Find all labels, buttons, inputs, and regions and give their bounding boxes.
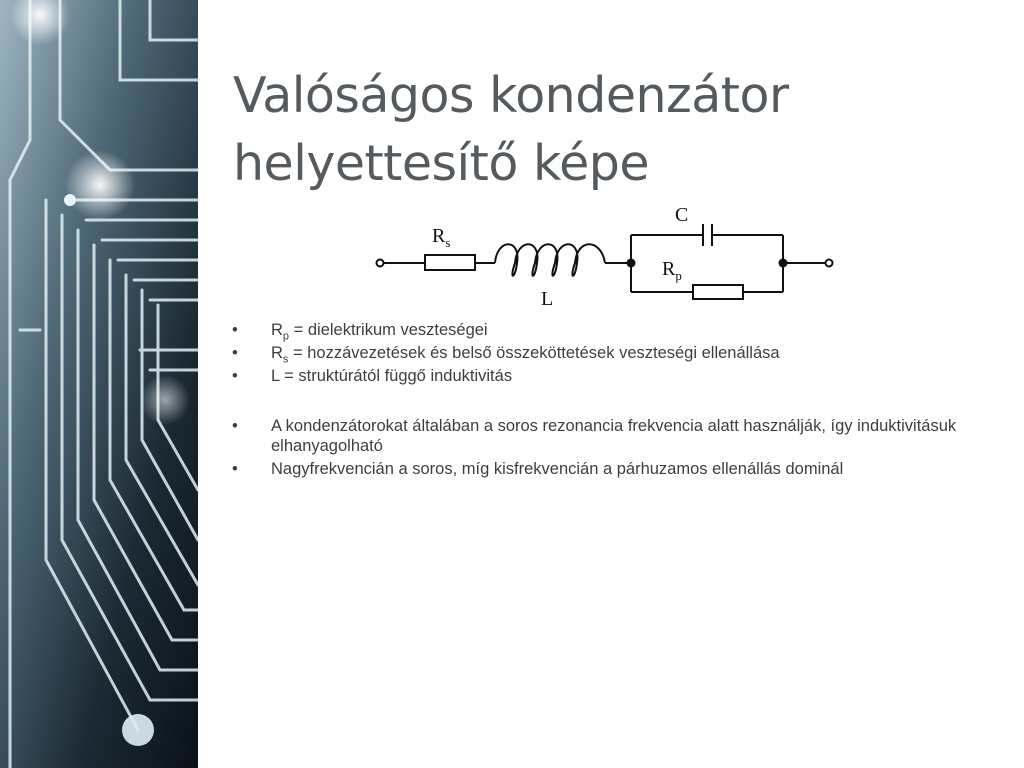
label-rp: $R_p$	[662, 258, 682, 283]
notes-list	[232, 416, 992, 482]
list-item: • L = struktúrától függő induktivitás	[232, 367, 513, 385]
slide-title	[233, 62, 993, 198]
bullet-icon: •	[232, 417, 238, 435]
list-item: • Nagyfrekvencián a soros, míg kisfrekvencián a párhuzamos ellenállás dominál	[232, 460, 844, 478]
rp-resistor	[693, 285, 743, 299]
bullet-icon: •	[232, 460, 238, 478]
definition-list	[232, 320, 992, 389]
label-l: L	[541, 288, 554, 310]
junction-left	[627, 259, 636, 268]
right-terminal	[826, 260, 833, 267]
label-c: C	[675, 204, 689, 226]
slide-title-line1: Valóságos kondenzátor	[233, 67, 789, 124]
junction-right	[779, 259, 788, 268]
label-rs: $R_s$	[432, 225, 451, 250]
bullet-icon: •	[232, 344, 238, 362]
list-item: • $R_s$ = hozzávezetések és belső összeköttetések veszteségi ellenállása	[232, 344, 780, 366]
slide-title-line2: helyettesítő képe	[233, 135, 649, 192]
bullet-icon: •	[232, 367, 238, 385]
inductor-l	[495, 244, 605, 276]
left-terminal	[377, 260, 384, 267]
list-item: • $R_p$ = dielektrikum veszteségei	[232, 321, 488, 343]
circuit-board-decoration	[0, 0, 198, 768]
rs-resistor	[425, 255, 475, 270]
list-item: • A kondenzátorokat általában a soros rezonancia frekvencia alatt használják, így induktivitásuk elhanyagolható	[232, 417, 957, 455]
equivalent-circuit-diagram	[365, 200, 845, 315]
bullet-icon: •	[232, 321, 238, 339]
